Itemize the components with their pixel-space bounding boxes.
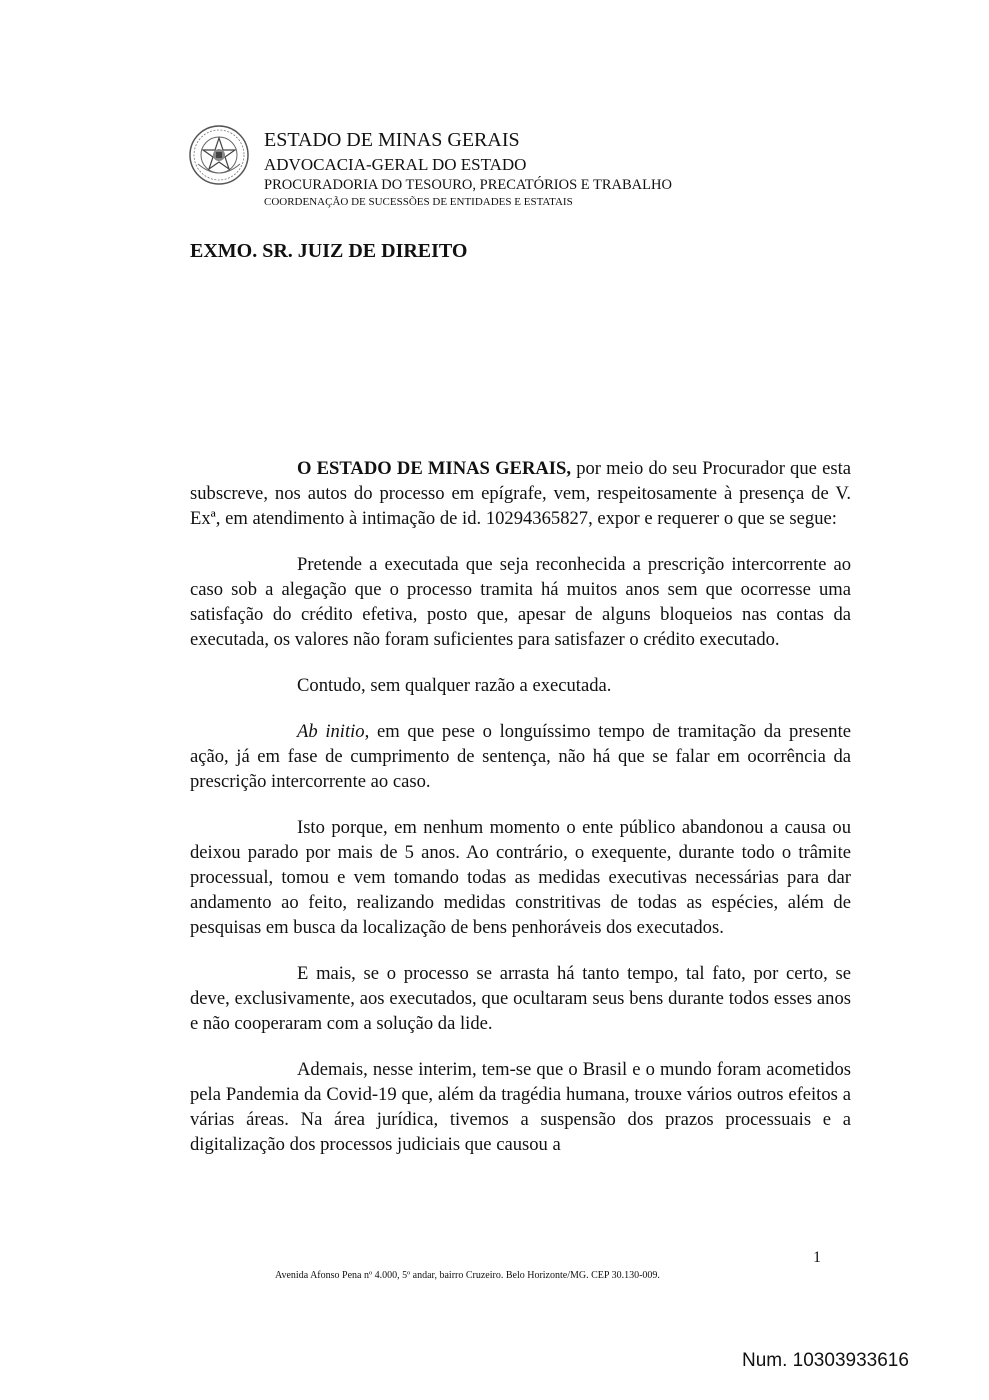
addressee-heading: EXMO. SR. JUIZ DE DIREITO	[190, 240, 468, 262]
paragraph-claim: Pretende a executada que seja reconhecida a prescrição intercorrente ao caso sob a alegação que o processo tramita há muitos anos sem que ocorresse uma satisfação do crédito efetiva, posto que, apesar de alguns bloqueios nas contas da executada, os valores não foram suficientes para satisfazer o crédito executado.	[190, 554, 851, 650]
header-unit: COORDENAÇÃO DE SUCESSÕES DE ENTIDADES E ESTATAIS	[264, 196, 573, 208]
paragraph-intro: O ESTADO DE MINAS GERAIS, por meio do seu Procurador que esta subscreve, nos autos do processo em epígrafe, vem, respeitosamente à presença de V. Exª, em atendimento à intimação de id. 10294365827, expor e requerer o que se segue:	[190, 458, 851, 529]
paragraph-ab-initio: Ab initio, em que pese o longuíssimo tempo de tramitação da presente ação, já em fase de cumprimento de sentença, não há que se falar em ocorrência da prescrição intercorrente ao caso.	[190, 721, 851, 792]
document-number: Num. 10303933616	[742, 1350, 909, 1371]
page-number: 1	[813, 1249, 821, 1266]
header-office: PROCURADORIA DO TESOURO, PRECATÓRIOS E TRABALHO	[264, 177, 672, 193]
minas-gerais-coat-of-arms-icon	[188, 124, 250, 186]
header-agency: ADVOCACIA-GERAL DO ESTADO	[264, 155, 527, 174]
paragraph-measures: Isto porque, em nenhum momento o ente público abandonou a causa ou deixou parado por mais de 5 anos. Ao contrário, o exequente, durante todo o trâmite processual, tomou e vem tomando todas as medidas executivas necessárias para dar andamento ao feito, realizando medidas constritivas de todas as espécies, além de pesquisas em busca da localização de bens penhoráveis dos executados.	[190, 817, 851, 938]
petition-body	[190, 456, 851, 1157]
party-name: O ESTADO DE MINAS GERAIS,	[297, 458, 572, 479]
header-state: ESTADO DE MINAS GERAIS	[264, 129, 520, 151]
footer-address: Avenida Afonso Pena nº 4.000, 5º andar, bairro Cruzeiro. Belo Horizonte/MG. CEP 30.130-009.	[275, 1270, 660, 1281]
paragraph-pandemic: Ademais, nesse interim, tem-se que o Brasil e o mundo foram acometidos pela Pandemia da Covid-19 que, além da tragédia humana, trouxe vários outros efeitos a várias áreas. Na área jurídica, tivemos a suspensão dos prazos processuais e a digitalização dos processos judiciais que causou a	[190, 1059, 851, 1155]
paragraph-delay: E mais, se o processo se arrasta há tanto tempo, tal fato, por certo, se deve, exclusivamente, aos executados, que ocultaram seus bens durante todos esses anos e não cooperaram com a solução da lide.	[190, 963, 851, 1034]
paragraph-rebuttal: Contudo, sem qualquer razão a executada.	[297, 675, 612, 696]
